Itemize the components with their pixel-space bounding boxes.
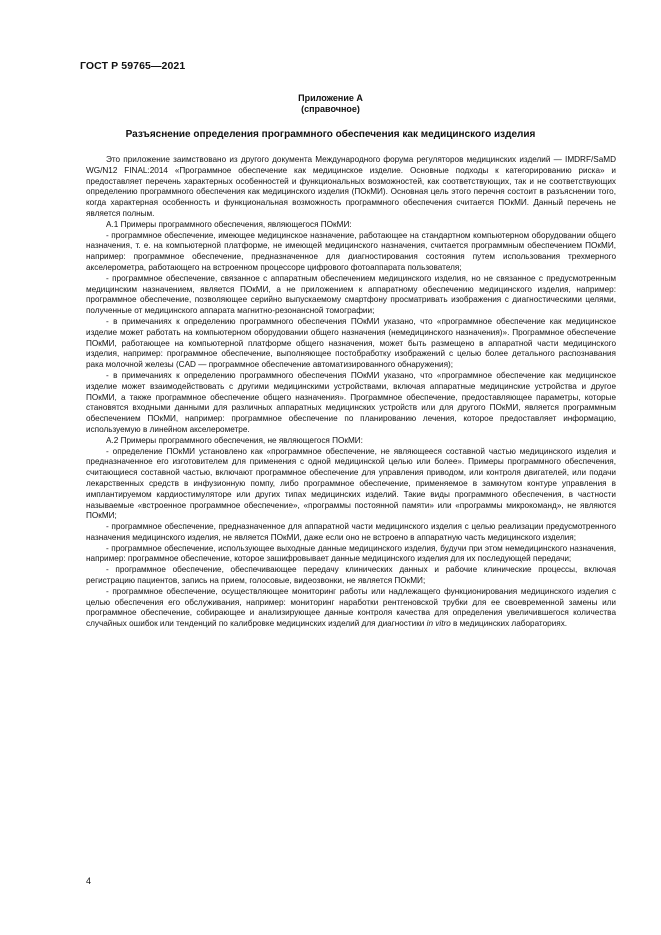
paragraph: - в примечаниях к определению программного обеспечения ПОкМИ указано, что «программное обеспечение как медицинское изделие может работать на компьютерном оборудовании общего назначения (немедицинского назначения)». Программное обеспечение ПОкМИ, работающее на компьютерной платформе общего назначения, может быть размещено в аппаратной части медицинского изделия, например: программное обеспечение, выполняющее постобработку изображений с целью более детального распознавания рака молочной железы (CAD — программное обеспечение автоматизированного обнаружения); — [86, 316, 616, 370]
paragraph: А.2 Примеры программного обеспечения, не являющегося ПОкМИ: — [106, 435, 363, 445]
paragraph-last-tail: в медицинских лабораториях. — [450, 619, 568, 629]
paragraph: - в примечаниях к определению программного обеспечения ПОкМИ указано, что «программное обеспечение как медицинское изделие может взаимодействовать с другими медицинскими устройствами, включая аппаратные медицинские устройства и другое ПОкМИ, а также программное обеспечение общего назначения». Программное обеспечение, предоставляющее параметры, которые становятся входными данными для различных аппаратных медицинских устройств или для другого ПОкМИ, является программным обеспечением ПОкМИ, например: программное обеспечение по планированию лечения, которое предоставляет информацию, используемую в линейном акселерометре. — [86, 370, 616, 434]
paragraph: Это приложение заимствовано из другого документа Международного форума регуляторов медицинских изделий — IMDRF/SaMD WG/N12 FINAL:2014 «Программное обеспечение как медицинское изделие. Основные подходы к категорированию риска» и предоставляет перечень характерных особенностей и функциональных возможностей, как соответствующих, так и не соответствующих определению программного обеспечения как медицинского изделия (ПОкМИ). Основная цель этого перечня состоит в разъяснении того, когда характерная особенность и функциональная возможность программного обеспечения считается ПОкМИ. Данный перечень не является полным. — [86, 155, 616, 218]
body-text — [86, 155, 616, 630]
appendix-type: (справочное) — [301, 104, 360, 114]
paragraph: А.1 Примеры программного обеспечения, являющегося ПОкМИ: — [106, 219, 352, 229]
appendix-title: Разъяснение определения программного обеспечения как медицинского изделия — [125, 129, 536, 140]
paragraph: - программное обеспечение, использующее выходные данные медицинского изделия, будучи при этом немедицинского назначения, например: программное обеспечение, которое зашифровывает данные медицинского изделия для их последующей передачи; — [86, 543, 616, 564]
paragraph-last-text: - программное обеспечение, осуществляющее мониторинг работы или надлежащего функционирования медицинского изделия с целью обеспечения его обслуживания, например: мониторинг наработки рентгеновской трубки для ее своевременной замены или программное обеспечение, собирающее и анализирующее данные контроля качества для определения увеличившегося количества случайных ошибок или тенденций по калибровке медицинских изделий для диагностики — [86, 586, 616, 629]
in-vitro-italic: in vitro — [426, 619, 451, 629]
page-number: 4 — [86, 876, 92, 886]
paragraph: - программное обеспечение, имеющее медицинское назначение, работающее на стандартном компьютерном оборудовании общего назначения, т. е. на компьютерной платформе, не имеющей медицинского назначения, считается программным обеспечением ПОкМИ, например: программное обеспечение, предназначенное для диагностирования состояния путем использования трехмерного акселерометра, работающего на встроенном процессоре цифрового фотоаппарата пользователя; — [86, 230, 616, 272]
paragraph: - определение ПОкМИ установлено как «программное обеспечение, не являющееся составной частью медицинского изделия и предназначенное его изготовителем для применения с одной медицинской целью или более». Примеры программного обеспечения, считающиеся составной частью, включают программное обеспечение для управления приводом, или контроля двигателей, или подачи лекарственных средств в инфузионную помпу, либо программное обеспечение, применяемое в замкнутом контуре управления в имплантируемом кардиостимуляторе или других типах медицинских изделий. Такие виды программного обеспечения, в частности называемые «встроенное программное обеспечение», «программы постоянной памяти» или «программы микрокоманд», не являются ПОкМИ; — [86, 446, 616, 521]
appendix-label: Приложение А — [298, 93, 363, 103]
paragraph-last — [86, 587, 616, 630]
paragraph: - программное обеспечение, предназначенное для аппаратной части медицинского изделия с целью реализации предусмотренного назначения медицинского изделия, не является ПОкМИ, даже если оно не встроено в аппаратную часть медицинского изделия; — [86, 522, 616, 542]
paragraph: - программное обеспечение, обеспечивающее передачу клинических данных и рабочие клинические процессы, включая регистрацию пациентов, запись на прием, голосовые, видеозвонки, не является ПОкМИ; — [86, 565, 616, 586]
standard-code: ГОСТ Р 59765—2021 — [80, 60, 186, 72]
paragraph: - программное обеспечение, связанное с аппаратным обеспечением медицинского изделия, но не связанное с предусмотренным медицинским назначением, является ПОкМИ, а не приложением к аппаратному обеспечению медицинского изделия, например: программное обеспечение, позволяющее серийно выпускаемому смартфону просматривать изображения с диагностическими целями, полученные от медицинского аппарата магнитно-резонансной томографии; — [86, 273, 616, 316]
